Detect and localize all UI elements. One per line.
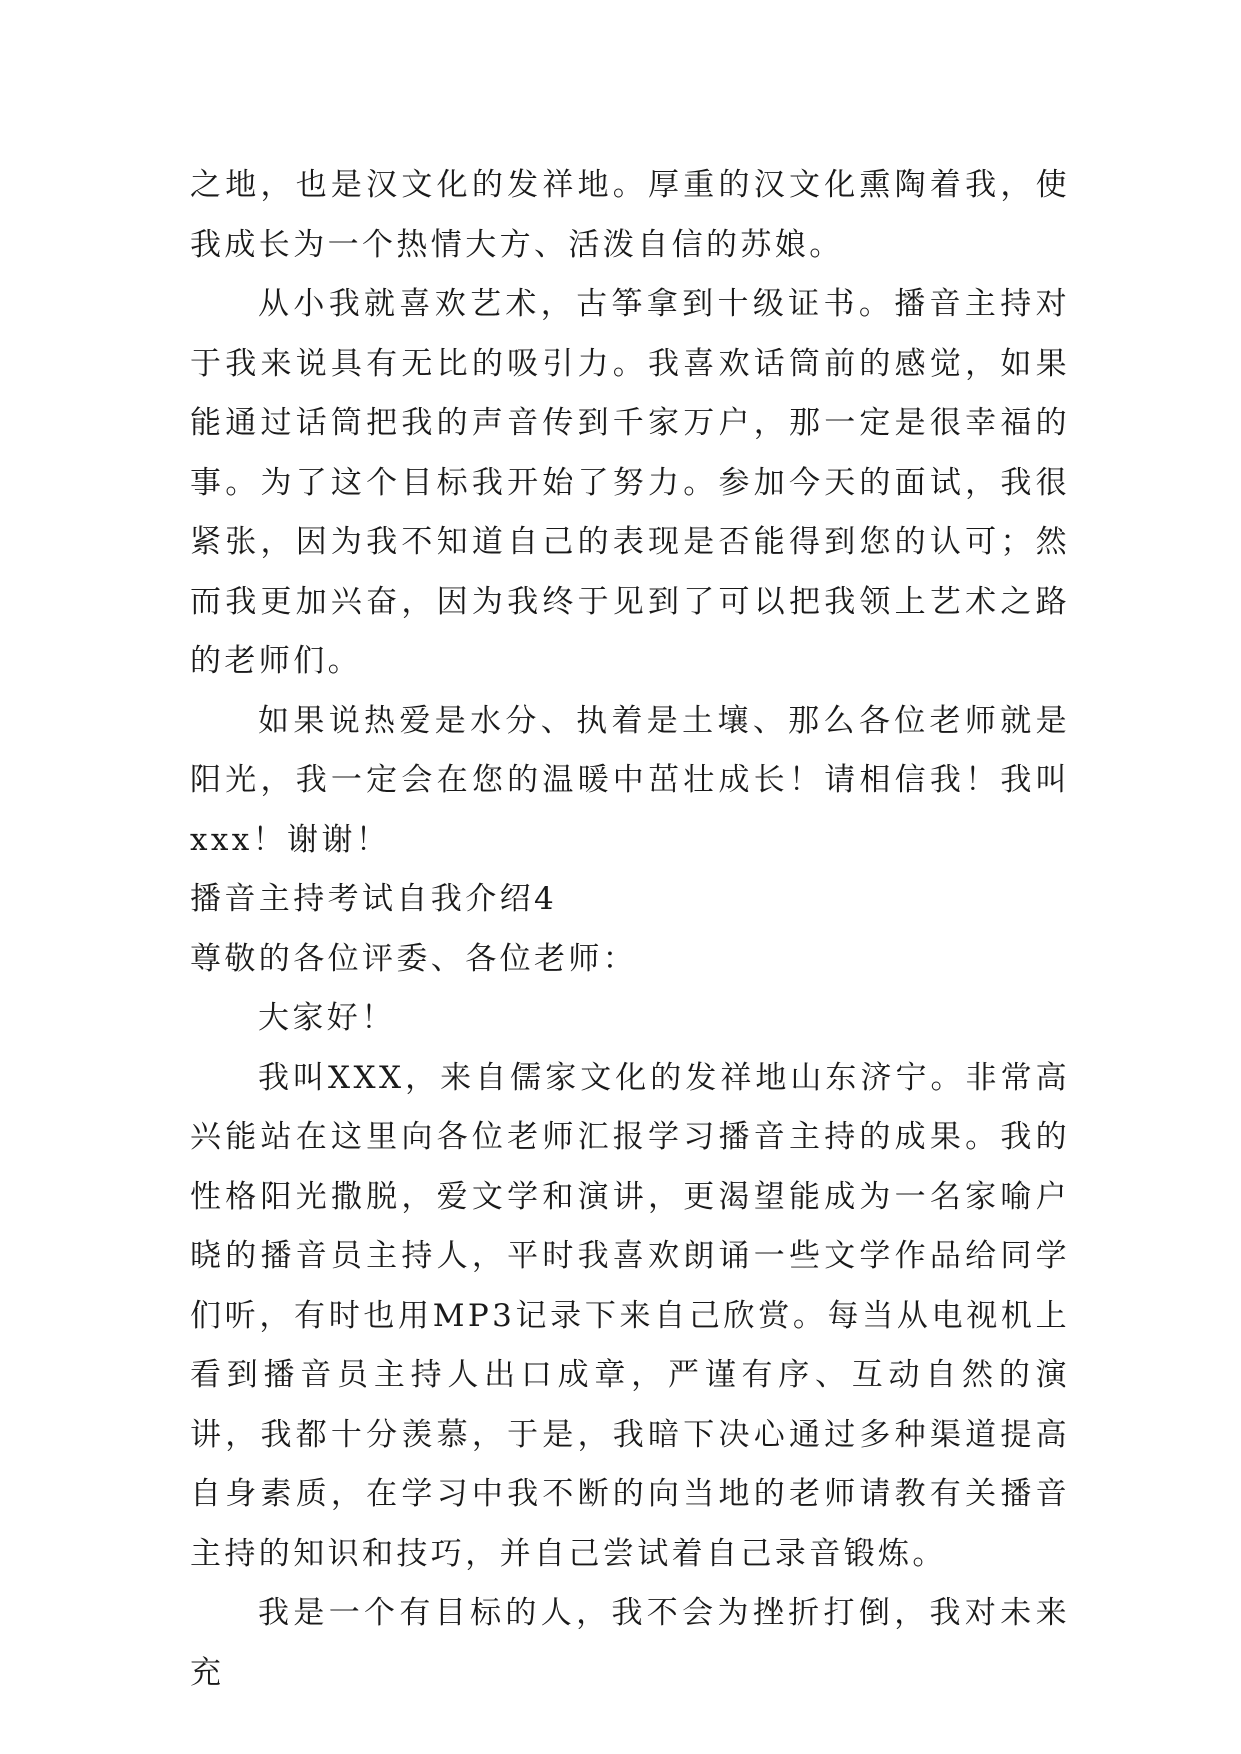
salutation: 尊敬的各位评委、各位老师： [190,940,638,977]
paragraph-closing: 如果说热爱是水分、执着是土壤、那么各位老师就是阳光，我一定会在您的温暖中茁壮成长！请相信我！我叫xxx！谢谢！ [190,702,1070,858]
paragraph-art-interest: 从小我就喜欢艺术，古筝拿到十级证书。播音主持对于我来说具有无比的吸引力。我喜欢话筒前的感觉，如果能通过话筒把我的声音传到千家万户，那一定是很幸福的事。为了这个目标我开始了努力。参加今天的面试，我很紧张，因为我不知道自己的表现是否能得到您的认可；然而我更加兴奋，因为我终于见到了可以把我领上艺术之路的老师们。 [190,286,1070,679]
section-title: 播音主持考试自我介绍4 [190,881,558,917]
paragraph-introduction: 我叫XXX，来自儒家文化的发祥地山东济宁。非常高兴能站在这里向各位老师汇报学习播音主持的成果。我的性格阳光撒脱，爱文学和演讲，更渴望能成为一名家喻户晓的播音员主持人，平时我喜欢朗诵一些文学作品给同学们听，有时也用MP3记录下来自己欣赏。每当从电视机上看到播音员主持人出口成章，严谨有序、互动自然的演讲，我都十分羡慕，于是，我暗下决心通过多种渠道提高自身素质，在学习中我不断的向当地的老师请教有关播音主持的知识和技巧，并自己尝试着自己录音锻炼。 [190,1059,1070,1572]
document-body [190,156,1070,1703]
paragraph-goals: 我是一个有目标的人，我不会为挫折打倒，我对未来充 [190,1595,1070,1691]
greeting: 大家好！ [258,1000,396,1036]
paragraph-continuation: 之地，也是汉文化的发祥地。厚重的汉文化熏陶着我，使我成长为一个热情大方、活泼自信的苏娘。 [190,167,1070,263]
